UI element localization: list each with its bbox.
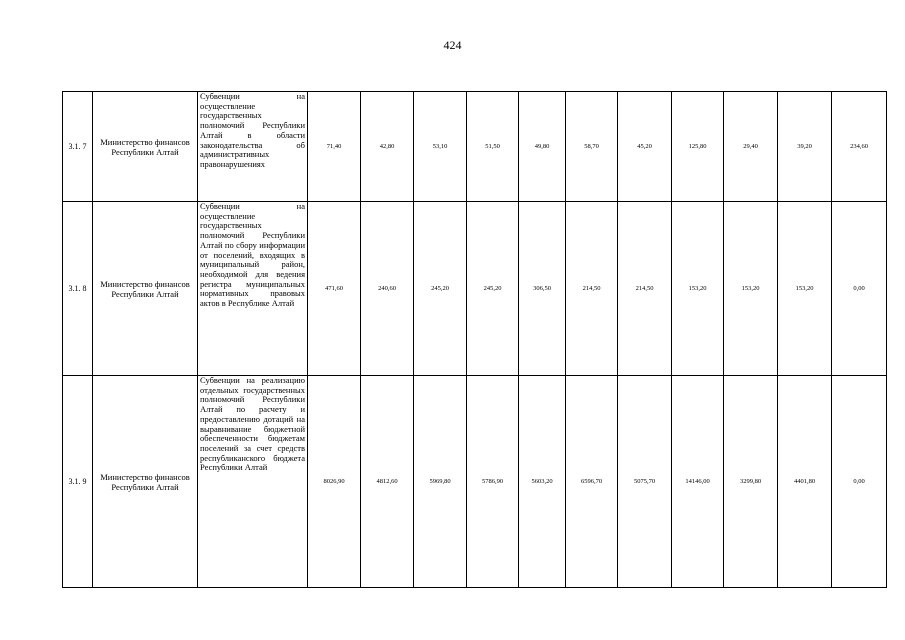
row-number: 3.1. 8 bbox=[63, 202, 93, 376]
value-cell: 6596,70 bbox=[566, 376, 618, 588]
value-cell: 58,70 bbox=[566, 92, 618, 202]
table-row bbox=[63, 92, 887, 202]
value-cell: 29,40 bbox=[724, 92, 778, 202]
description-cell: Субвенции на реализацию отдельных государственных полномочий Республики Алтай по расчету и предоставлению дотаций на выравнивание бюджетной обеспеченности бюджетам поселений за счет средств республиканского бюджета Республики Алтай bbox=[198, 376, 308, 588]
value-cell: 4812,60 bbox=[361, 376, 414, 588]
value-cell: 153,20 bbox=[778, 202, 832, 376]
description-cell: Субвенции на осуществление государственных полномочий Республики Алтай в области законодательства об административных правонарушениях bbox=[198, 92, 308, 202]
value-cell: 71,40 bbox=[308, 92, 361, 202]
table-row bbox=[63, 202, 887, 376]
value-cell: 0,00 bbox=[832, 202, 887, 376]
value-cell: 51,50 bbox=[467, 92, 519, 202]
value-cell: 245,20 bbox=[467, 202, 519, 376]
value-cell: 214,50 bbox=[566, 202, 618, 376]
value-cell: 5603,20 bbox=[519, 376, 566, 588]
value-cell: 471,60 bbox=[308, 202, 361, 376]
row-number: 3.1. 7 bbox=[63, 92, 93, 202]
value-cell: 5075,70 bbox=[618, 376, 672, 588]
value-cell: 153,20 bbox=[672, 202, 724, 376]
value-cell: 125,80 bbox=[672, 92, 724, 202]
value-cell: 153,20 bbox=[724, 202, 778, 376]
page-number: 424 bbox=[443, 38, 462, 52]
description-cell: Субвенции на осуществление государственных полномочий Республики Алтай по сбору информации от поселений, входящих в муниципальный район, необходимой для ведения регистра муниципальных нормативных правовых актов в Республике Алтай bbox=[198, 202, 308, 376]
value-cell: 39,20 bbox=[778, 92, 832, 202]
value-cell: 245,20 bbox=[414, 202, 467, 376]
budget-table bbox=[62, 91, 887, 588]
value-cell: 42,80 bbox=[361, 92, 414, 202]
value-cell: 3299,80 bbox=[724, 376, 778, 588]
value-cell: 49,80 bbox=[519, 92, 566, 202]
value-cell: 234,60 bbox=[832, 92, 887, 202]
value-cell: 306,50 bbox=[519, 202, 566, 376]
value-cell: 240,60 bbox=[361, 202, 414, 376]
row-number: 3.1. 9 bbox=[63, 376, 93, 588]
value-cell: 5786,90 bbox=[467, 376, 519, 588]
value-cell: 214,50 bbox=[618, 202, 672, 376]
table-row bbox=[63, 376, 887, 588]
ministry-cell: Министерство финансов Республики Алтай bbox=[93, 92, 198, 202]
value-cell: 53,10 bbox=[414, 92, 467, 202]
value-cell: 14146,00 bbox=[672, 376, 724, 588]
value-cell: 0,00 bbox=[832, 376, 887, 588]
value-cell: 5969,80 bbox=[414, 376, 467, 588]
value-cell: 45,20 bbox=[618, 92, 672, 202]
ministry-cell: Министерство финансов Республики Алтай bbox=[93, 202, 198, 376]
ministry-cell: Министерство финансов Республики Алтай bbox=[93, 376, 198, 588]
value-cell: 4401,80 bbox=[778, 376, 832, 588]
value-cell: 8026,90 bbox=[308, 376, 361, 588]
